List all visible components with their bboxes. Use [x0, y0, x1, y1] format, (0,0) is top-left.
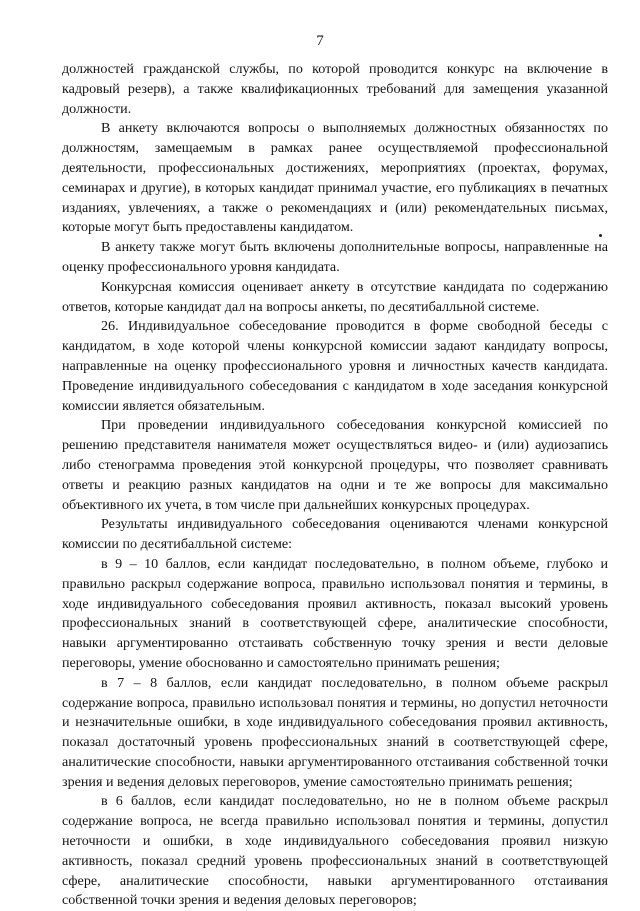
paragraph-recording: При проведении индивидуального собеседования конкурсной комиссией по решению представителя нанимателя может осуществляться видео- и (или) аудиозапись либо стенограмма проведения этой конкурсной процедуры, что позволяет сравнивать ответы и реакцию разных кандидатов на одни и те же вопросы для максимально объективного их учета, в том числе при дальнейших конкурсных процедурах.	[62, 417, 608, 513]
paragraph-score-6: в 6 баллов, если кандидат последовательно, но не в полном объеме раскрыл содержание вопроса, не всегда правильно использовал понятия и термины, допустил неточности и ошибки, в ходе индивидуального собеседования проявил низкую активность, показал средний уровень профессиональных знаний в соответствующей сфере, аналитические способности, навыки аргументированного отстаивания собственной точки зрения и ведения деловых переговоров;	[62, 793, 608, 909]
document-body	[62, 60, 608, 911]
paragraph-score-7-8: в 7 – 8 баллов, если кандидат последовательно, в полном объеме раскрыл содержание вопроса, правильно использовал понятия и термины, но допустил неточности и незначительные ошибки, в ходе индивидуального собеседования проявил активность, показал достаточный уровень профессиональных знаний в соответствующей сфере, аналитические способности, навыки аргументированного отстаивания собственной точки зрения и ведения деловых переговоров, умение самостоятельно принимать решения;	[62, 674, 608, 790]
paragraph-questionnaire-content: В анкету включаются вопросы о выполняемых должностных обязанностях по должностям, замещаемым в рамках ранее осуществляемой профессиональной деятельности, профессиональных достижениях, мероприятиях (проектах, форумах, семинарах и другие), в которых кандидат принимал участие, его публикациях в печатных изданиях, увлечениях, а также о рекомендациях и (или) рекомендательных письмах, которые могут быть предоставлены кандидатом.	[62, 120, 608, 236]
paragraph-continuation: должностей гражданской службы, по которой проводится конкурс на включение в кадровый резерв), а также квалификационных требований для замещения указанной должности.	[62, 61, 608, 117]
paragraph-questionnaire-evaluation: Конкурсная комиссия оценивает анкету в отсутствие кандидата по содержанию ответов, которые кандидат дал на вопросы анкеты, по десятибалльной системе.	[62, 278, 608, 315]
paragraph-additional-questions: В анкету также могут быть включены дополнительные вопросы, направленные на оценку профессионального уровня кандидата.	[62, 239, 608, 275]
paragraph-score-9-10: в 9 – 10 баллов, если кандидат последовательно, в полном объеме, глубоко и правильно раскрыл содержание вопроса, правильно использовал понятия и термины, в ходе индивидуального собеседования проявил активность, показал высокий уровень профессиональных знаний в соответствующей сфере, аналитические способности, навыки аргументированно отстаивать собственную точку зрения и вести деловые переговоры, умение обоснованно и самостоятельно принимать решения;	[62, 555, 608, 671]
paragraph-interview-results: Результаты индивидуального собеседования оцениваются членами конкурсной комиссии по десятибалльной системе:	[62, 516, 608, 553]
page-number: 7	[316, 33, 324, 49]
paragraph-26-interview: 26. Индивидуальное собеседование проводится в форме свободной беседы с кандидатом, в ходе которой члены конкурсной комиссии задают кандидату вопросы, направленные на оценку профессионального уровня и личностных качеств кандидата. Проведение индивидуального собеседования с кандидатом в ходе заседания конкурсной комиссии является обязательным.	[62, 318, 608, 414]
